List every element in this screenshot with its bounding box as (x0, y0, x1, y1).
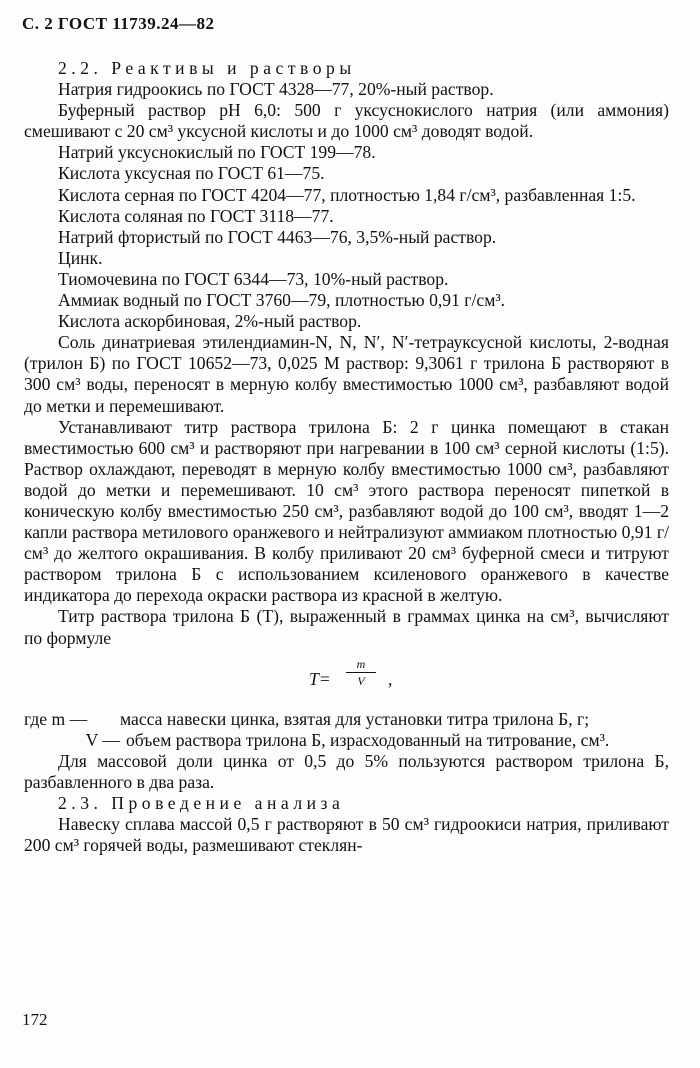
paragraph: Цинк. (58, 247, 103, 268)
section-title-2-3: 2.3. Проведение анализа (58, 793, 345, 813)
paragraph: Кислота серная по ГОСТ 4204—77, плотностью 1,84 г/см³, разбавленная 1:5. (58, 184, 636, 205)
paragraph: Натрий фтористый по ГОСТ 4463—76, 3,5%-ный раствор. (58, 226, 497, 247)
formula-lhs: T= (309, 668, 331, 689)
paragraph: Соль динатриевая этилендиамин-N, N, N′, N′-тетрауксусной кислоты, 2-водная (трилон Б) по ГОСТ 10652—73, 0,025 М раствор: 9,3061 г трилона Б растворяют в 300 см³ воды, переносят в мерную колбу вместимостью 1000 см³, разбавляют водой до метки и перемешивают. (24, 332, 669, 416)
where-m-text: масса навески цинка, взятая для установки титра трилона Б, г; (120, 708, 590, 729)
paragraph: Натрий уксуснокислый по ГОСТ 199—78. (58, 142, 376, 163)
formula-denominator: V (357, 673, 365, 688)
formula-numerator: m (356, 656, 366, 671)
where-m (24, 709, 669, 730)
paragraph: Тиомочевина по ГОСТ 6344—73, 10%-ный раствор. (58, 268, 449, 289)
titer-formula (24, 655, 669, 703)
page-header: С. 2 ГОСТ 11739.24—82 (22, 14, 215, 33)
section-title-2-2: 2.2. Реактивы и растворы (58, 58, 356, 78)
paragraph: Устанавливают титр раствора трилона Б: 2 г цинка помещают в стакан вместимостью 600 см³ и растворяют при нагревании в 100 см³ серной кислоты (1:5). Раствор охлаждают, переводят в мерную колбу вместимостью 1000 см³, разбавляют водой до метки и перемешивают. 10 см³ этого раствора переносят пипеткой в коническую колбу вместимостью 250 см³, разбавляют водой до 100 см³, вводят 1—2 капли раствора метилового оранжевого и нейтрализуют аммиаком плотностью 0,91 г/см³ до желтого окрашивания. В колбу приливают 20 см³ буферной смеси и титруют раствором трилона Б с использованием ксиленового оранжевого в качестве индикатора до перехода окраски раствора из красной в желтую. (24, 416, 669, 606)
paragraph: Титр раствора трилона Б (T), выраженный в граммах цинка на см³, вычисляют по формуле (24, 606, 669, 648)
formula-comma: , (388, 668, 393, 689)
paragraph: Кислота аскорбиновая, 2%-ный раствор. (58, 311, 362, 332)
paragraph: Для массовой доли цинка от 0,5 до 5% пользуются раствором трилона Б, разбавленного в два раза. (24, 750, 669, 792)
where-v-label: V — (85, 729, 120, 750)
page-number: 172 (22, 1010, 48, 1029)
where-m-label: где m — (24, 708, 88, 729)
where-v-text: объем раствора трилона Б, израсходованный на титрование, см³. (126, 729, 610, 750)
paragraph: Буферный раствор pH 6,0: 500 г уксуснокислого натрия (или аммония) смешивают с 20 см³ уксусной кислоты и до 1000 см³ доводят водой. (24, 100, 669, 142)
paragraph: Аммиак водный по ГОСТ 3760—79, плотностью 0,91 г/см³. (58, 290, 506, 311)
where-v (24, 730, 669, 751)
paragraph: Кислота уксусная по ГОСТ 61—75. (58, 163, 325, 184)
formula-fraction (346, 657, 376, 688)
paragraph: Навеску сплава массой 0,5 г растворяют в 50 см³ гидроокиси натрия, приливают 200 см³ горячей воды, размешивают стеклян- (24, 814, 669, 856)
paragraph: Кислота соляная по ГОСТ 3118—77. (58, 205, 334, 226)
fraction-bar (346, 672, 376, 673)
document-body (24, 58, 669, 856)
paragraph: Натрия гидроокись по ГОСТ 4328—77, 20%-ный раствор. (58, 79, 494, 100)
